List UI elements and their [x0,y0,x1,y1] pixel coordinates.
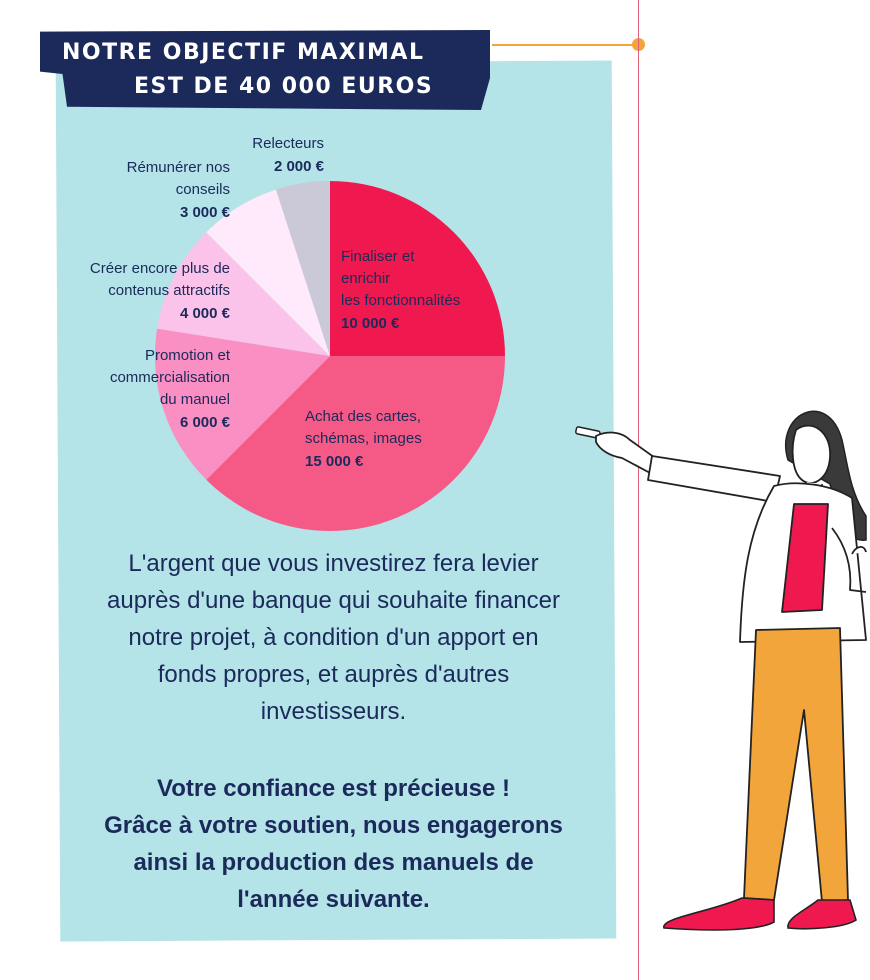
banner-title-line1: NOTRE OBJECTIF MAXIMAL [62,40,425,65]
slice-label-finaliser-1: Finaliser et [341,248,415,265]
slice-value-finaliser: 10 000 € [341,315,400,332]
pants-shape [744,628,848,902]
highlight-line: Votre confiance est précieuse ! [156,775,510,802]
slice-value-remunerer: 3 000 € [179,204,230,221]
slice-value-relecteurs: 2 000 € [273,158,324,175]
slice-label-creer-1: Créer encore plus de [89,260,230,277]
slice-value-achat: 15 000 € [305,453,364,470]
paragraph-line: L'argent que vous investirez fera levier [128,550,539,577]
slice-label-relecteurs: Relecteurs [252,135,324,152]
slice-label-promotion-3: du manuel [159,391,230,408]
slice-value-creer: 4 000 € [179,305,230,322]
paragraph-line: notre projet, à condition d'un apport en [128,624,539,651]
presenter-illustration [560,380,870,960]
slice-label-finaliser-2: enrichir [341,270,391,287]
paragraph-line: fonds propres, et auprès d'autres [157,661,510,688]
shoes-shape [664,898,856,930]
banner-title-line2: EST DE 40 000 EUROS [134,74,434,99]
slice-label-achat-1: Achat des cartes, [305,408,421,425]
highlight-line: ainsi la production des manuels de [133,849,534,876]
highlight-line: l'année suivante. [237,886,430,913]
jacket-shape [740,483,866,642]
slice-label-achat-2: schémas, images [305,430,422,447]
slice-label-creer-2: contenus attractifs [108,282,230,299]
slice-label-finaliser-3: les fonctionnalités [341,292,461,309]
confidence-message [66,770,601,918]
slice-value-promotion: 6 000 € [179,414,230,431]
slice-label-promotion-1: Promotion et [144,347,230,364]
slice-label-promotion-2: commercialisation [109,369,230,386]
highlight-line: Grâce à votre soutien, nous engagerons [104,812,563,839]
slice-label-remunerer-1: Rémunérer nos [126,159,230,176]
pointing-arm [596,433,780,502]
paragraph-line: auprès d'une banque qui souhaite financer [107,587,560,614]
slice-label-remunerer-2: conseils [175,181,230,198]
paragraph-line: investisseurs. [260,698,407,725]
investment-paragraph [66,545,601,730]
